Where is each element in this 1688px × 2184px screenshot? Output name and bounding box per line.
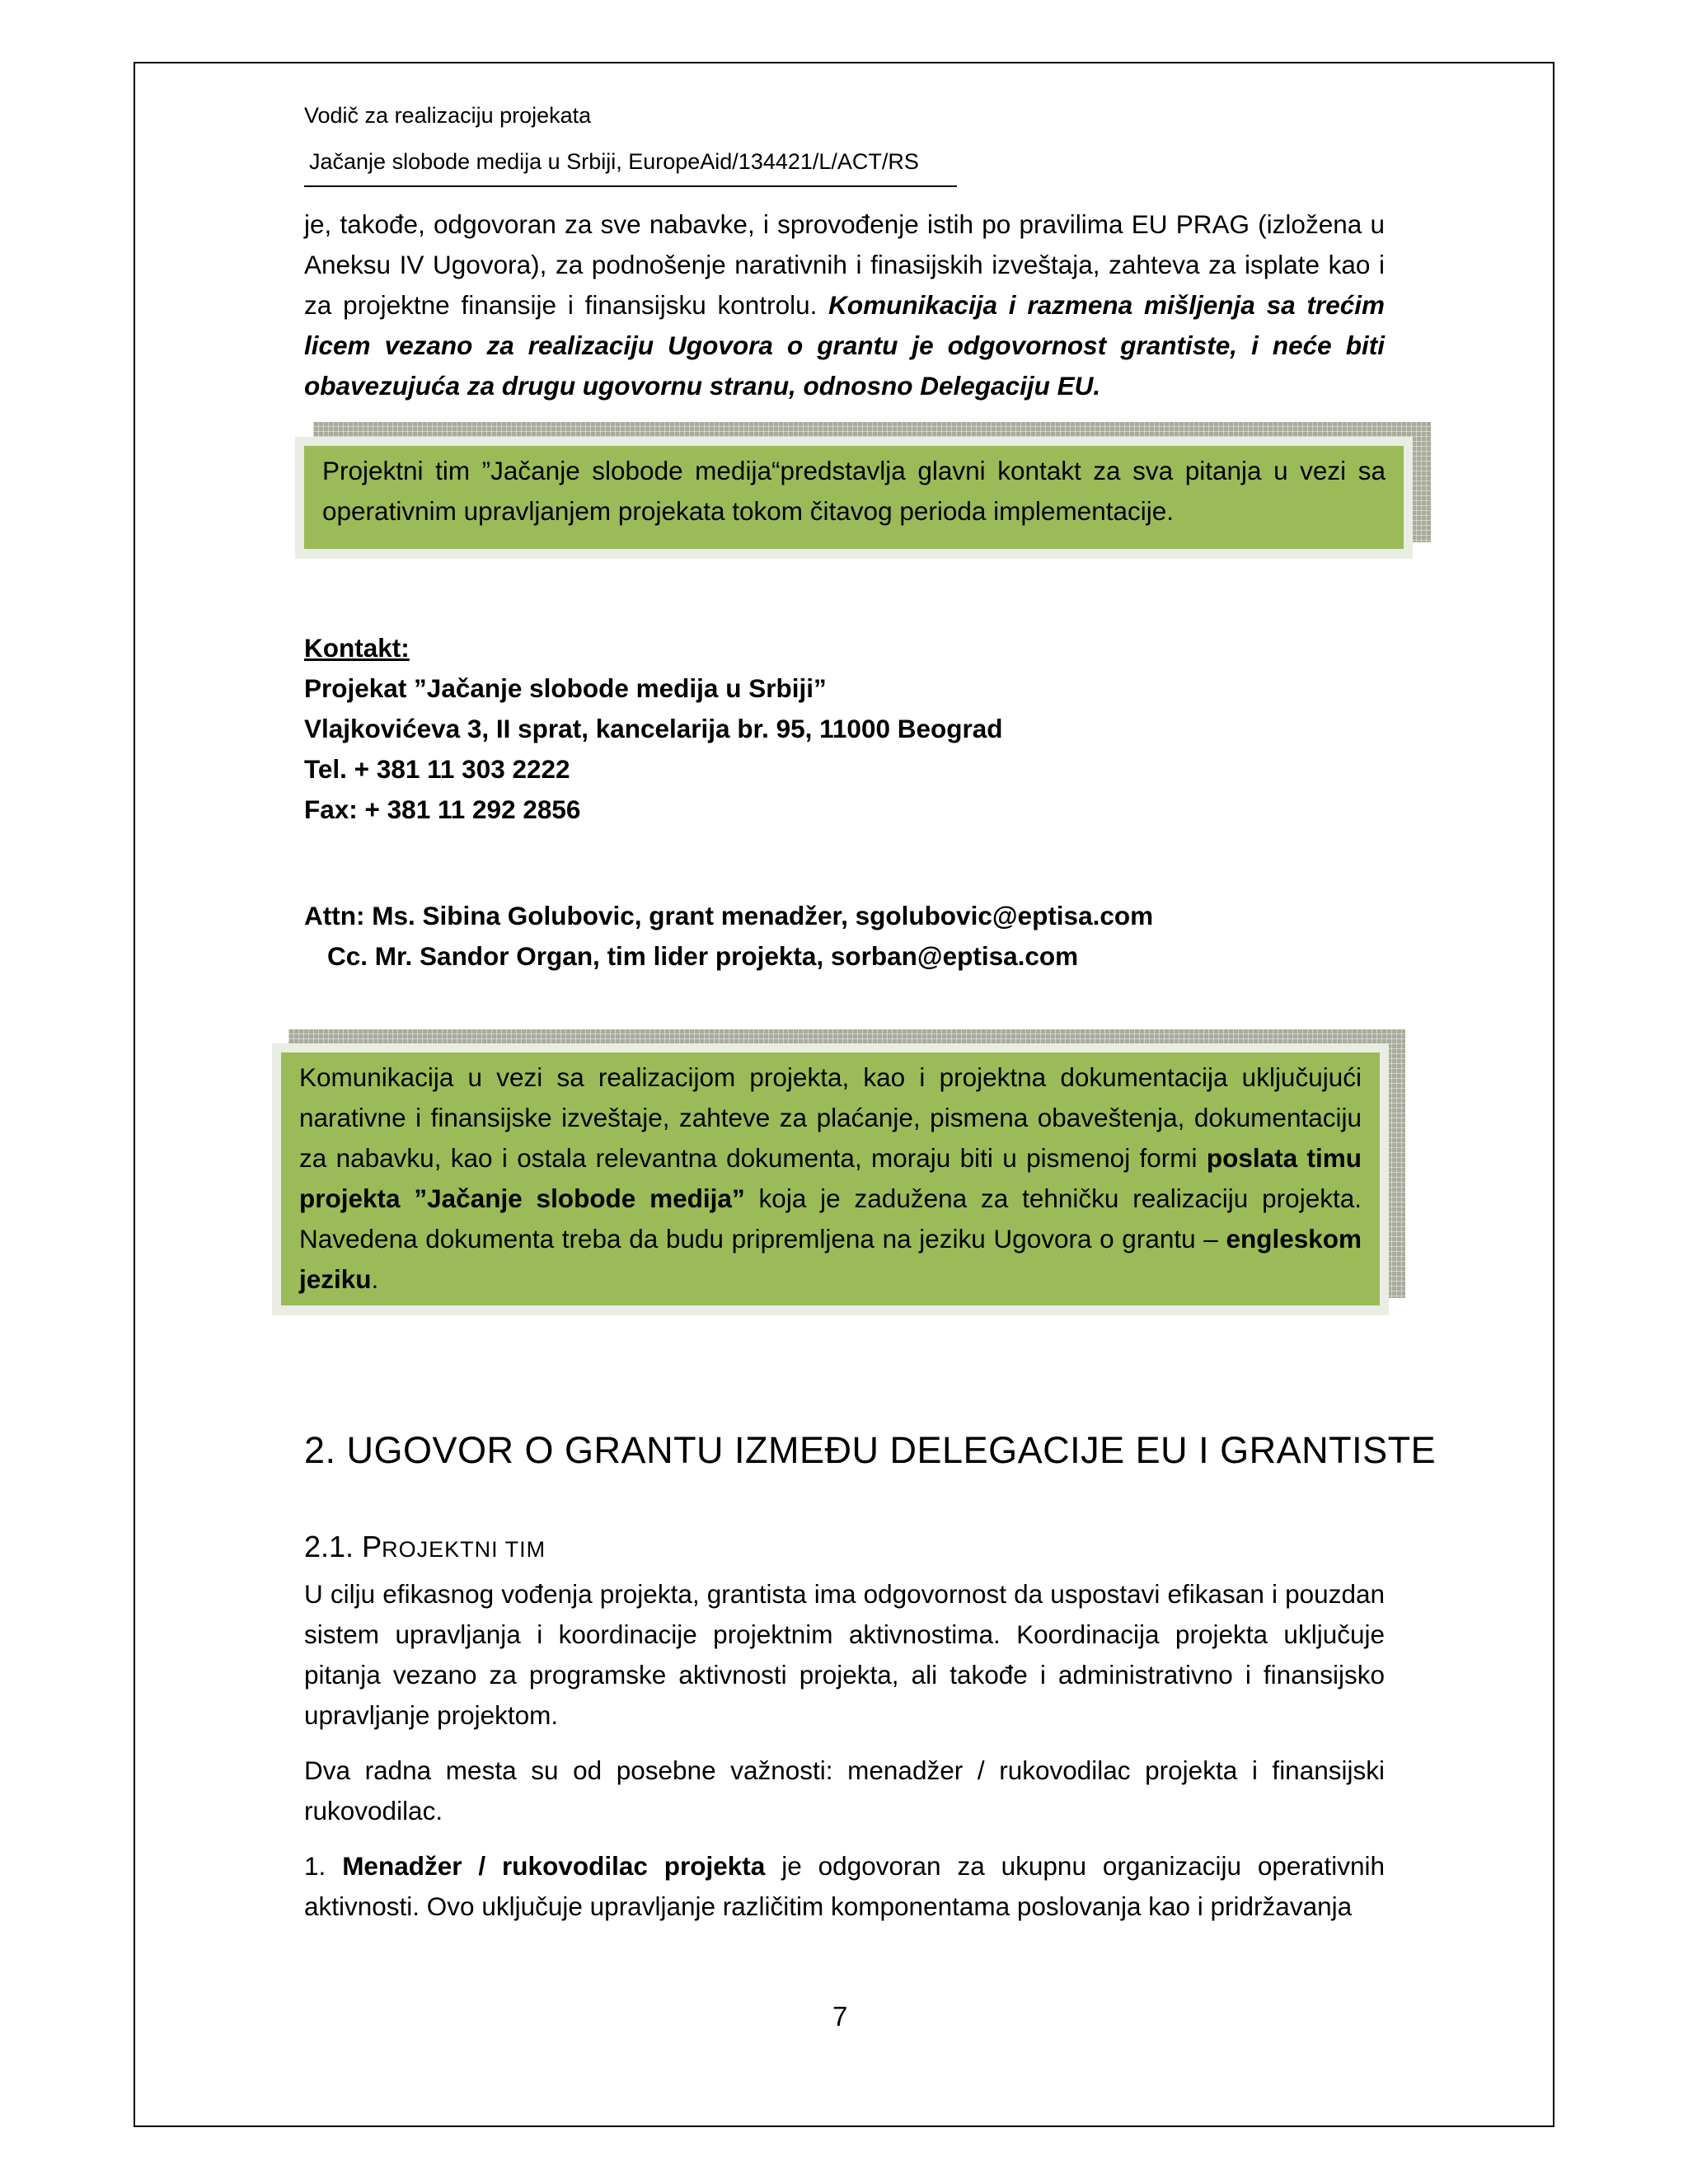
box2-text-3: .: [371, 1264, 379, 1294]
box2-bold-2: engleskom jeziku: [299, 1224, 1362, 1294]
subsection-title: ROJEKTNI TIM: [382, 1537, 546, 1562]
contact-cc: Cc. Mr. Sandor Organ, tim lider projekta, sorban@eptisa.com: [327, 941, 1079, 971]
intro-emphasis: Komunikacija i razmena mišljenja sa trećim licem vezano za realizaciju Ugovora o grantu je odgovornost grantiste, i neće biti obavezujuća za drugu ugovornu stranu, odnosno Delegaciju EU.: [304, 290, 1385, 401]
intro-paragraph: [304, 204, 1385, 406]
subsection-initial: P: [362, 1530, 382, 1563]
running-header-subtitle: Jačanje slobode medija u Srbiji, EuropeAid/134421/L/ACT/RS: [309, 149, 919, 174]
section-heading: 2. UGOVOR O GRANTU IZMEĐU DELEGACIJE EU I GRANTISTE: [304, 1429, 1437, 1471]
contact-attn: Attn: Ms. Sibina Golubovic, grant menadžer, sgolubovic@eptisa.com: [304, 901, 1154, 930]
callout-box-2-text: [281, 1052, 1380, 1305]
paragraph-3: [304, 1846, 1385, 1927]
contact-address: Vlajkovićeva 3, II sprat, kancelarija br. 95, 11000 Beograd: [304, 714, 1003, 743]
subsection-number: 2.1.: [304, 1530, 354, 1563]
paragraph-3-number: 1.: [304, 1851, 343, 1881]
paragraph-3-bold: Menadžer / rukovodilac projekta: [342, 1851, 766, 1881]
running-header-title: Vodič za realizaciju projekata: [304, 103, 592, 128]
paragraph-2: Dva radna mesta su od posebne važnosti: menadžer / rukovodilac projekta i finansijski rukovodilac.: [304, 1755, 1385, 1825]
intro-text: je, takođe, odgovoran za sve nabavke, i sprovođenje istih po pravilima EU PRAG (izložena u Aneksu IV Ugovora), za podnošenje narativnih i finasijskih izveštaja, zahteva za isplate kao i za projektne finansije i finansijsku kontrolu.: [304, 209, 1385, 320]
contact-fax: Fax: + 381 11 292 2856: [304, 794, 581, 824]
contact-phone: Tel. + 381 11 303 2222: [304, 754, 570, 784]
page-number: 7: [832, 2001, 848, 2032]
contact-project: Projekat ”Jačanje slobode medija u Srbiji”: [304, 673, 827, 703]
paragraph-3-text: je odgovoran za ukupnu organizaciju operativnih aktivnosti. Ovo uključuje upravljanje različitim komponentama poslovanja kao i pridržavanja: [304, 1851, 1385, 1921]
box2-bold-1: poslata timu projekta ”Jačanje slobode medija”: [299, 1143, 1362, 1213]
box2-text-2: koja je zadužena za tehničku realizaciju projekta. Navedena dokumenta treba da budu pripremljena na jeziku Ugovora o grantu –: [299, 1183, 1362, 1254]
box2-text-1: Komunikacija u vezi sa realizacijom projekta, kao i projektna dokumentacija uključujući narativne i finansijske izveštaje, zahteve za plaćanje, pismena obaveštenja, dokumentaciju za nabavku, kao i ostala relevantna dokumenta, moraju biti u pismenoj formi: [299, 1062, 1362, 1173]
subsection-heading: [304, 1527, 546, 1569]
callout-box-1-text: Projektni tim ”Jačanje slobode medija“predstavlja glavni kontakt za sva pitanja u vezi sa operativnim upravljanjem projekata tokom čitavog perioda implementacije.: [304, 446, 1404, 549]
contact-heading: Kontakt:: [304, 633, 410, 663]
header-rule: [304, 185, 957, 187]
paragraph-1: U cilju efikasnog vođenja projekta, grantista ima odgovornost da uspostavi efikasan i pouzdan sistem upravljanja i koordinacije projektnim aktivnostima. Koordinacija projekta uključuje pitanja vezano za programske aktivnosti projekta, ali takođe i administrativno i finansijsko upravljanje projektom.: [304, 1579, 1385, 1730]
